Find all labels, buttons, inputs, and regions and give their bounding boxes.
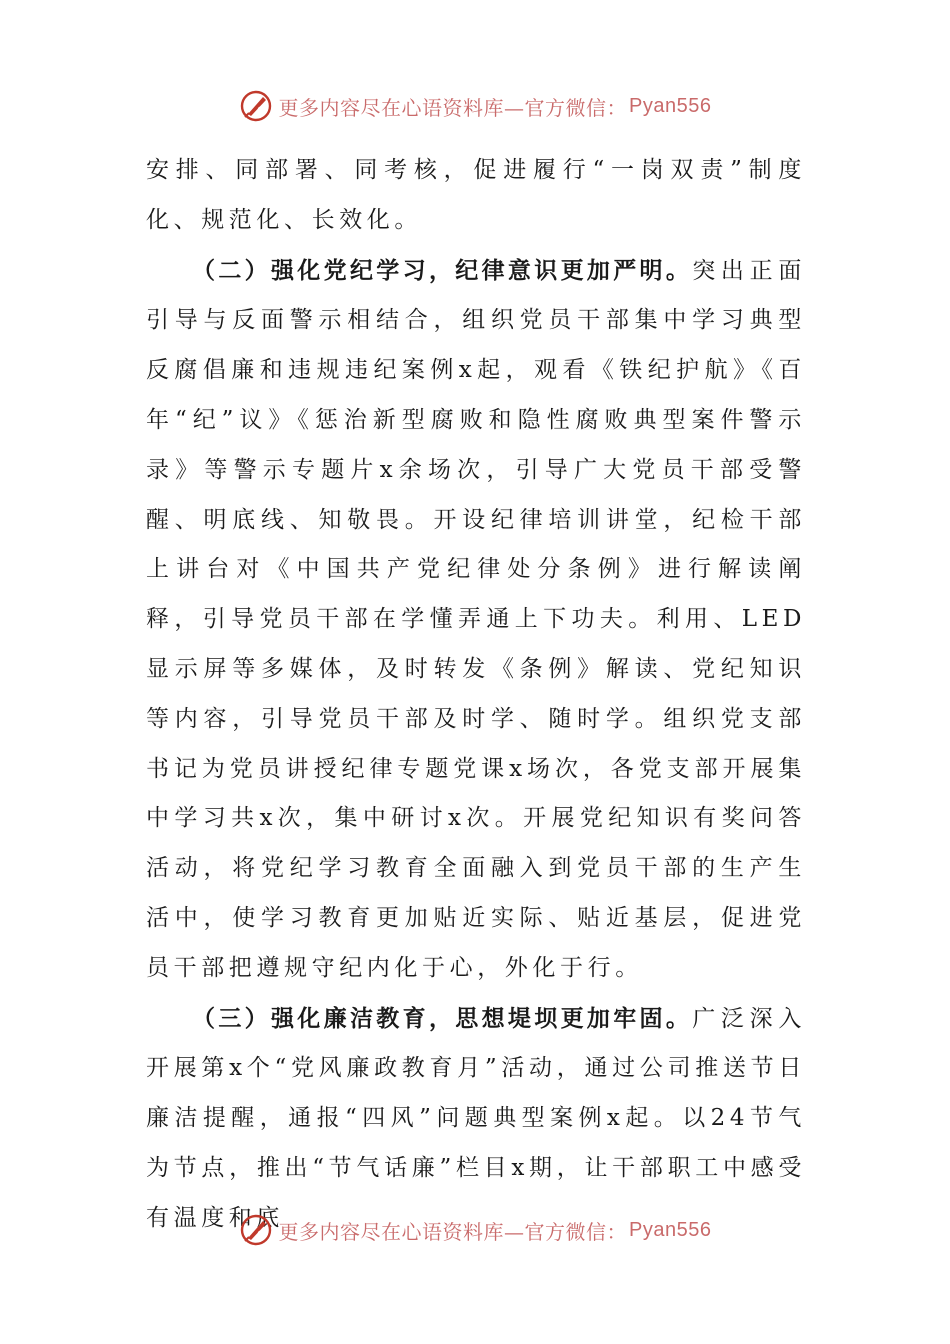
paragraph-3-text: 广泛深入开展第x个“党风廉政教育月”活动，通过公司推送节日廉洁提醒，通报“四风”问题典型案例x起。以24节气为节点，推出“节气话廉”栏目x期，让干部职工中感受有温度和底 xyxy=(146,1005,806,1231)
section-heading-2: （二）强化党纪学习，纪律意识更加严明。 xyxy=(192,256,693,284)
paragraph-1-text: 安排、同部署、同考核，促进履行“一岗双责”制度化、规范化、长效化。 xyxy=(146,157,806,233)
header-watermark xyxy=(0,88,950,124)
paragraph-1 xyxy=(146,146,806,246)
watermark-text: 更多内容尽在心语资料库—官方微信： xyxy=(278,1219,628,1244)
watermark-wechat-id: Pyan556 xyxy=(629,94,712,117)
watermark-wechat-id: Pyan556 xyxy=(629,1218,712,1241)
quill-logo-icon xyxy=(239,89,273,123)
quill-logo-icon xyxy=(239,1213,273,1247)
footer-watermark xyxy=(0,1212,950,1248)
paragraph-3 xyxy=(146,994,806,1244)
watermark-text: 更多内容尽在心语资料库—官方微信： xyxy=(278,95,628,120)
section-heading-3: （三）强化廉洁教育，思想堤坝更加牢固。 xyxy=(192,1004,693,1032)
paragraph-2-text: 突出正面引导与反面警示相结合，组织党员干部集中学习典型反腐倡廉和违规违纪案例x起，观看《铁纪护航》《百年“纪”议》《惩治新型腐败和隐性腐败典型案件警示录》等警示专题片x余场次，引导广大党员干部受警醒、明底线、知敬畏。开设纪律培训讲堂，纪检干部上讲台对《中国共产党纪律处分条例》进行解读阐释，引导党员干部在学懂弄通上下功夫。利用、LED显示屏等多媒体，及时转发《条例》解读、党纪知识等内容，引导党员干部及时学、随时学。组织党支部书记为党员讲授纪律专题党课x场次，各党支部开展集中学习共x次，集中研讨x次。开展党纪知识有奖问答活动，将党纪学习教育全面融入到党员干部的生产生活中，使学习教育更加贴近实际、贴近基层，促进党员干部把遵规守纪内化于心，外化于行。 xyxy=(146,257,806,981)
paragraph-2 xyxy=(146,246,806,994)
document-body xyxy=(146,146,806,1244)
